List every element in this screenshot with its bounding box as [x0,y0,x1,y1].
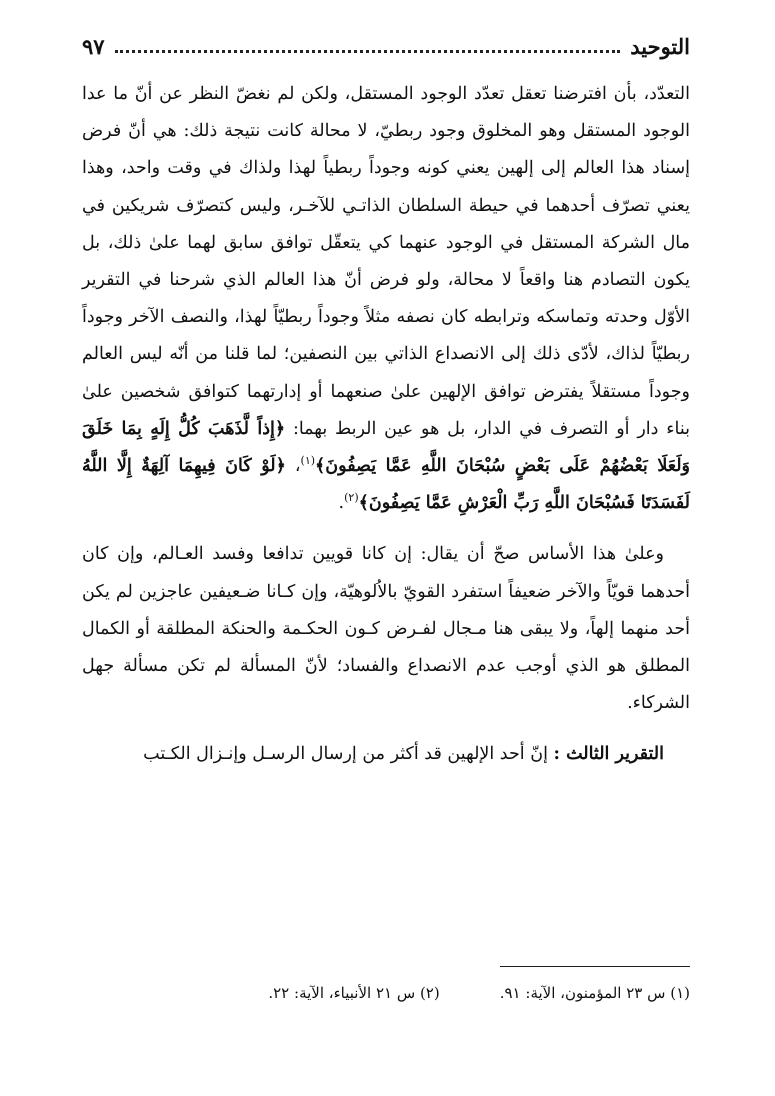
quote-separator: ، [285,456,301,477]
paragraph-3 [82,736,690,773]
quran-quote-1: ﴿إِذاً لَّذَهَبَ كُلُّ إِلَهٍ بِمَا خَلَقَ وَلَعَلَا بَعْضُهُمْ عَلَى بَعْضٍ سُبْحَانَ اللَّهِ عَمَّا يَصِفُونَ﴾ [82,418,690,477]
footnote-ref-1: (١) [300,454,316,468]
section-label: التقرير الثالث : [553,744,664,765]
page-body [82,76,690,774]
quran-quote-2: ﴿لَوْ كَانَ فِيهِمَا آلِهَةٌ إِلَّا اللَّهُ لَفَسَدَتَا فَسُبْحَانَ اللَّهِ رَبِّ الْعَرْشِ عَمَّا يَصِفُونَ﴾ [82,456,690,514]
footnote-ref-2: (٢) [344,491,359,505]
header-title: التوحيد [630,33,690,59]
footnote-divider [500,966,690,967]
running-header [82,30,690,62]
header-dot-leader [115,48,621,53]
paragraph-1-end: . [338,493,345,514]
page-number: ٩٧ [82,33,105,59]
footnotes [150,984,690,1002]
footnote-2: (٢) س ٢١ الأنبياء، الآية: ٢٢. [268,984,440,1002]
paragraph-2: وعلىٰ هذا الأساس صحّ أن يقال: إن كانا قويين تدافعا وفسد العـالم، وإن كان أحدهما قويّاً والآخر ضعيفاً استفرد القويّ بالاُلوهيّة، وإن كـانا ضـعيفين عاجزين لم يكن أحد منهما إلهاً، ولا يبقى هنا مـجال لفـرض كـون الحكـمة والحنكة المطلقة أو الكمال المطلق هو الذي أوجب عدم الانصداع والفساد؛ لأنّ المسألة لم تكن مسألة جهل الشركاء. [82,544,690,714]
paragraph-1 [82,76,690,522]
paragraph-1-text: التعدّد، بأن افترضنا تعقل تعدّد الوجود المستقل، ولكن لم نغضّ النظر عن أنّ ما عدا الوجود المستقل وهو المخلوق وجود ربطيّ، لا محالة كانت نتيجة ذلك: هي أنّ فرض إسناد هذا العالم إلى إلهين يعني كونه وجوداً ربطياً لهذا ولذاك في وقت واحد، وهذا يعني تصرّف أحدهما في حيطة السلطان الذاتـي للآخـر، وليس كتصرّف شريكين في مال الشركة المستقل في الوجود عنهما كي يتعقّل توافق سابق لهما علىٰ ذلك، بل يكون التصادم هنا واقعاً لا محالة، ولو فرض أنّ هذا العالم الذي شرحنا في التقرير الأوّل وحدته وتماسكه وترابطه كان نصفه مثلاً وجوداً ربطيّاً لهذا، والنصف الآخر وجوداً ربطيّاً لذاك، لأدّى ذلك إلى الانصداع الذاتي بين النصفين؛ لما قلنا من أنّه ليس العالم وجوداً مستقلاً يفترض توافق الإلهين علىٰ صنعهما أو إدارتهما كتوافق شخصين علىٰ بناء دار أو التصرف في الدار، بل هو عين الربط بهما: [82,84,690,439]
footnote-1: (١) س ٢٣ المؤمنون، الآية: ٩١. [499,984,690,1002]
paragraph-3-text: إنّ أحد الإلهين قد أكثر من إرسال الرسـل وإنـزال الكـتب [143,744,554,765]
